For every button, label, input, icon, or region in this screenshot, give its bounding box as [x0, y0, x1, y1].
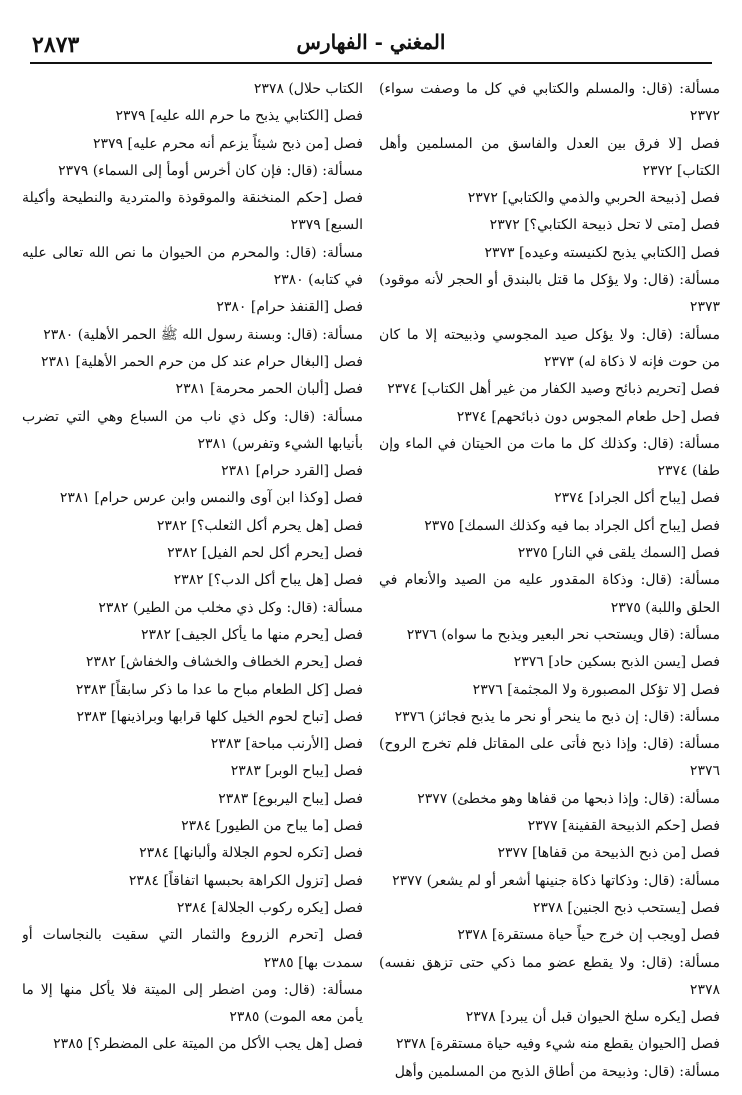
- entry-page-number: ٢٣٧٢: [642, 162, 673, 179]
- index-entry: [379, 786, 720, 813]
- index-entry: [379, 677, 720, 704]
- entry-page-number: ٢٣٧٢: [467, 190, 498, 207]
- index-entry: [379, 240, 720, 267]
- entry-page-number: ٢٣٧٥: [424, 517, 455, 534]
- entry-title: فصل [حل طعام المجوس دون ذبائحهم]: [491, 408, 720, 425]
- entry-title: مسألة: (قال: والمسلم والكتابي في كل ما وصفت سواء): [379, 81, 720, 97]
- right-column: [379, 76, 720, 1085]
- entry-page-number: ٢٣٧٥: [517, 545, 548, 562]
- entry-page-number: ٢٣٨٠: [273, 272, 304, 289]
- index-entry: [22, 485, 363, 512]
- entry-title: فصل [تحرم الزروع والثمار التي سقيت بالنجاسات أو سمدت بها]: [22, 927, 363, 971]
- entry-title: فصل [من ذبح الذبيحة من قفاها]: [532, 845, 720, 862]
- index-entry: [379, 540, 720, 567]
- index-entry: [379, 813, 720, 840]
- entry-page-number: ٢٣٨١: [221, 463, 252, 480]
- entry-title: فصل [يباح اليربوع]: [252, 790, 363, 807]
- entry-title: مسألة: (قال: وكل ذي مخلب من الطير): [132, 599, 363, 616]
- index-entry: [379, 76, 720, 131]
- running-title: المغني - الفهارس: [296, 30, 446, 54]
- index-entry: [379, 267, 720, 322]
- entry-page-number: ٢٣٨٣: [230, 763, 261, 780]
- left-column: [22, 76, 363, 1085]
- entry-title: مسألة: (قال: ولا يؤكل ما قتل بالبندق أو الحجر لأنه موقود): [379, 272, 720, 289]
- entry-title: مسألة: (قال ويستحب نحر البعير ويذبح ما سواه): [441, 626, 720, 643]
- entry-title: مسألة: (قال: ولا يؤكل صيد المجوسي وذبيحته إلا ما كان من حوت فإنه لا ذكاة له): [379, 326, 720, 370]
- index-entry: [379, 513, 720, 540]
- entry-page-number: ٢٣٨٤: [139, 845, 170, 862]
- index-entry: [379, 485, 720, 512]
- entry-page-number: ٢٣٨٢: [156, 517, 187, 534]
- entry-page-number: ٢٣٨٣: [218, 790, 249, 807]
- entry-title: فصل [كل الطعام مباح ما عدا ما ذكر سابقاً]: [110, 681, 363, 698]
- entry-title: فصل [هل يباح أكل الدب؟]: [208, 572, 363, 589]
- index-entry: [22, 158, 363, 185]
- entry-page-number: ٢٣٧٩: [115, 108, 146, 125]
- index-columns: [22, 76, 720, 1085]
- entry-page-number: ٢٣٨١: [175, 381, 206, 398]
- entry-page-number: ٢٣٧٧: [497, 845, 528, 862]
- entry-page-number: ٢٣٧٤: [387, 381, 418, 398]
- entry-title: فصل [هل يحرم أكل الثعلب؟]: [191, 517, 363, 534]
- index-entry: [22, 758, 363, 785]
- entry-title: فصل [حكم الذبيحة القفينة]: [562, 818, 720, 835]
- entry-page-number: ٢٣٨١: [197, 435, 228, 452]
- index-entry: [379, 212, 720, 239]
- entry-title: فصل [متى لا تحل ذبيحة الكتابي؟]: [524, 217, 720, 234]
- entry-title: مسألة: (قال: وذكاتها ذكاة جنينها أشعر أو لم يشعر): [426, 872, 720, 889]
- entry-page-number: ٢٣٧٤: [657, 463, 688, 480]
- entry-page-number: ٢٣٨٣: [76, 708, 107, 725]
- entry-page-number: ٢٣٧٦: [406, 626, 437, 643]
- entry-page-number: ٢٣٨٣: [210, 736, 241, 753]
- entry-page-number: ٢٣٧٦: [513, 654, 544, 671]
- index-entry: [379, 376, 720, 403]
- index-entry: [379, 895, 720, 922]
- entry-page-number: ٢٣٨٠: [43, 326, 74, 343]
- index-entry: [22, 840, 363, 867]
- index-entry: [379, 1059, 720, 1085]
- entry-title: فصل [القنفذ حرام]: [250, 299, 363, 316]
- entry-title: مسألة: (قال: وبسنة رسول الله ﷺ الحمر الأهلية): [77, 326, 363, 343]
- entry-title: فصل [لا تؤكل المصبورة ولا المجثمة]: [507, 681, 720, 698]
- entry-title: فصل [ما يباح من الطيور]: [215, 818, 363, 835]
- entry-page-number: ٢٣٧٦: [689, 763, 720, 780]
- index-entry: [22, 868, 363, 895]
- entry-title: فصل [الكتابي يذبح ما حرم الله عليه]: [149, 108, 363, 125]
- entry-page-number: ٢٣٨٥: [53, 1036, 84, 1053]
- entry-page-number: ٢٣٧٩: [290, 217, 321, 234]
- entry-title: فصل [لا فرق بين العدل والفاسق من المسلمين وأهل الكتاب]: [379, 135, 720, 179]
- entry-page-number: ٢٣٧٨: [395, 1036, 427, 1053]
- entry-page-number: ٢٣٧٦: [472, 681, 503, 698]
- entry-title: مسألة: (قال: وإذا ذبحها من قفاها وهو مخطئ): [451, 790, 720, 807]
- entry-title: فصل [تكره لحوم الجلالة وألبانها]: [173, 845, 363, 862]
- entry-title: مسألة: (قال: وكذلك كل ما مات من الحيتان في الماء وإن طفا): [379, 435, 720, 480]
- entry-page-number: ٢٣٧٨: [457, 927, 488, 944]
- index-entry: [22, 185, 363, 240]
- entry-title: فصل [يباح الوبر]: [265, 763, 363, 780]
- entry-title: مسألة: (قال: إن ذبح ما ينحر أو نحر ما يذبح فجائز): [429, 708, 720, 725]
- index-entry: [22, 322, 363, 349]
- index-entry: [379, 567, 720, 622]
- entry-page-number: ٢٣٨٤: [128, 872, 159, 889]
- entry-page-number: ٢٣٧٨: [689, 981, 720, 998]
- entry-title: فصل [من ذبح شيئاً يزعم أنه محرم عليه]: [127, 135, 363, 152]
- entry-page-number: ٢٣٧٣: [484, 244, 515, 261]
- entry-page-number: ٢٣٧٩: [92, 135, 124, 152]
- index-entry: [22, 704, 363, 731]
- index-entry: [379, 840, 720, 867]
- entry-title: فصل [تزول الكراهة بحبسها اتفاقاً]: [163, 872, 363, 889]
- index-entry: [379, 950, 720, 1005]
- entry-title: فصل [حكم المنخنقة والموقوذة والمتردية والنطيحة وأكيلة السبع]: [22, 190, 363, 234]
- index-entry: [22, 977, 363, 1032]
- entry-page-number: ٢٣٧٩: [58, 162, 89, 179]
- entry-page-number: ٢٣٨٠: [216, 299, 247, 316]
- index-entry: [379, 649, 720, 676]
- entry-title: فصل [السمك يلقى في النار]: [552, 545, 720, 562]
- index-entry: [379, 131, 720, 186]
- entry-title: فصل [القرد حرام]: [255, 463, 363, 480]
- entry-title: فصل [الكتابي يذبح لكنيسته وعيده]: [519, 244, 720, 261]
- entry-title: مسألة: (قال: والمحرم من الحيوان ما نص الله تعالى عليه في كتابه): [22, 244, 363, 289]
- entry-title: فصل [يستحب ذبح الجنين]: [567, 899, 720, 916]
- entry-page-number: ٢٣٧٨: [465, 1009, 496, 1026]
- index-entry: [22, 922, 363, 977]
- entry-page-number: ٢٣٨٢: [167, 545, 198, 562]
- entry-page-number: ٢٣٧٦: [394, 708, 425, 725]
- entry-page-number: ٢٣٧٨: [253, 81, 284, 97]
- entry-title: فصل [يكره ركوب الجلالة]: [211, 899, 363, 916]
- entry-page-number: ٢٣٧٤: [554, 490, 585, 507]
- entry-title: فصل [ألبان الحمر محرمة]: [210, 381, 363, 398]
- entry-page-number: ٢٣٧٨: [532, 899, 563, 916]
- entry-page-number: ٢٣٨٤: [176, 899, 207, 916]
- index-entry: [22, 131, 363, 158]
- entry-title: فصل [يباح أكل الجراد بما فيه وكذلك السمك]: [458, 517, 720, 534]
- entry-title: فصل [تحريم ذبائح وصيد الكفار من غير أهل الكتاب]: [421, 381, 720, 398]
- entry-page-number: ٢٣٨٣: [75, 681, 106, 698]
- entry-title: الكتاب حلال): [288, 81, 363, 97]
- index-entry: [22, 513, 363, 540]
- index-entry: [379, 322, 720, 377]
- entry-title: مسألة: (قال: وذبيحة من أطاق الذبح من المسلمين وأهل: [394, 1063, 720, 1080]
- entry-page-number: ٢٣٨١: [59, 490, 90, 507]
- entry-page-number: ٢٣٨٢: [85, 654, 116, 671]
- entry-page-number: ٢٣٧٧: [392, 872, 423, 889]
- entry-page-number: ٢٣٨٢: [140, 626, 172, 643]
- index-entry: [379, 731, 720, 786]
- entry-page-number: ٢٣٨٢: [173, 572, 204, 589]
- entry-title: مسألة: (قال: وذكاة المقدور عليه من الصيد والأنعام في الحلق واللبة): [379, 572, 720, 616]
- index-entry: [22, 813, 363, 840]
- index-entry: [22, 404, 363, 459]
- entry-page-number: ٢٣٧٣: [543, 353, 574, 370]
- index-entry: [22, 458, 363, 485]
- entry-title: فصل [يسن الذبح بسكين حاد]: [548, 654, 720, 671]
- index-entry: [22, 376, 363, 403]
- index-entry: [379, 922, 720, 949]
- entry-title: فصل [تباح لحوم الخيل كلها قرابها وبراذينها]: [111, 708, 363, 725]
- index-entry: [22, 540, 363, 567]
- index-entry: [22, 649, 363, 676]
- entry-title: مسألة: (قال: فإن كان أخرس أومأ إلى السماء): [92, 162, 363, 179]
- entry-title: فصل [ذبيحة الحربي والذمي والكتابي]: [502, 190, 720, 207]
- entry-title: مسألة: (قال: وإذا ذبح فأتى على المقاتل فلم تخرج الروح): [379, 736, 720, 753]
- index-entry: [22, 240, 363, 295]
- entry-page-number: ٢٣٧٣: [689, 299, 720, 316]
- entry-title: فصل [يحرم أكل لحم الفيل]: [201, 545, 363, 562]
- index-entry: [379, 185, 720, 212]
- entry-title: فصل [يحرم منها ما يأكل الجيف]: [175, 626, 363, 643]
- index-entry: [379, 704, 720, 731]
- entry-page-number: ٢٣٨٥: [263, 954, 294, 971]
- index-entry: [379, 1031, 720, 1058]
- index-entry: [379, 404, 720, 431]
- index-entry: [22, 786, 363, 813]
- entry-page-number: ٢٣٧٥: [610, 599, 641, 616]
- entry-title: فصل [هل يجب الأكل من الميتة على المضطر؟]: [87, 1036, 363, 1053]
- page-number: ٢٨٧٣: [32, 32, 80, 58]
- index-entry: [22, 349, 363, 376]
- entry-title: مسألة: (قال: ومن اضطر إلى الميتة فلا يأكل منها إلا ما يأمن معه الموت): [22, 981, 363, 1026]
- entry-title: فصل [ويجب إن خرج حياً حياة مستقرة]: [491, 927, 720, 944]
- index-entry: [379, 622, 720, 649]
- index-entry: [379, 431, 720, 486]
- index-entry: [22, 294, 363, 321]
- index-entry: [22, 103, 363, 130]
- entry-title: فصل [وكذا ابن آوى والنمس وابن عرس حرام]: [94, 490, 363, 507]
- index-entry: [22, 1031, 363, 1058]
- entry-title: فصل [الحيوان يقطع منه شيء وفيه حياة مستقرة]: [430, 1036, 720, 1053]
- index-entry: [22, 595, 363, 622]
- entry-title: فصل [يكره سلخ الحيوان قبل أن يبرد]: [500, 1009, 720, 1026]
- entry-page-number: ٢٣٧٧: [417, 790, 448, 807]
- entry-page-number: ٢٣٧٢: [489, 217, 520, 234]
- index-entry: [22, 731, 363, 758]
- entry-title: فصل [يحرم الخطاف والخشاف والخفاش]: [120, 654, 363, 671]
- entry-page-number: ٢٣٧٧: [527, 818, 558, 835]
- page-header: [30, 30, 712, 64]
- entry-title: فصل [الأرنب مباحة]: [245, 736, 363, 753]
- entry-page-number: ٢٣٨١: [40, 353, 72, 370]
- index-entry: [22, 622, 363, 649]
- entry-title: فصل [يباح أكل الجراد]: [588, 490, 720, 507]
- entry-page-number: ٢٣٧٢: [689, 108, 720, 125]
- entry-page-number: ٢٣٨٥: [229, 1009, 260, 1026]
- index-entry: [22, 567, 363, 594]
- entry-title: مسألة: (قال: وكل ذي ناب من السباع وهي التي تضرب بأنيابها الشيء وتفرس): [22, 408, 363, 452]
- entry-title: فصل [البغال حرام عند كل من حرم الحمر الأهلية]: [75, 353, 363, 370]
- entry-title: مسألة: (قال: ولا يقطع عضو مما ذكي حتى تزهق نفسه): [379, 954, 720, 971]
- entry-page-number: ٢٣٧٤: [456, 408, 487, 425]
- index-entry: [22, 677, 363, 704]
- entry-page-number: ٢٣٨٤: [181, 818, 212, 835]
- index-entry: [22, 76, 363, 103]
- entry-page-number: ٢٣٨٢: [98, 599, 129, 616]
- index-entry: [379, 868, 720, 895]
- index-entry: [379, 1004, 720, 1031]
- index-entry: [22, 895, 363, 922]
